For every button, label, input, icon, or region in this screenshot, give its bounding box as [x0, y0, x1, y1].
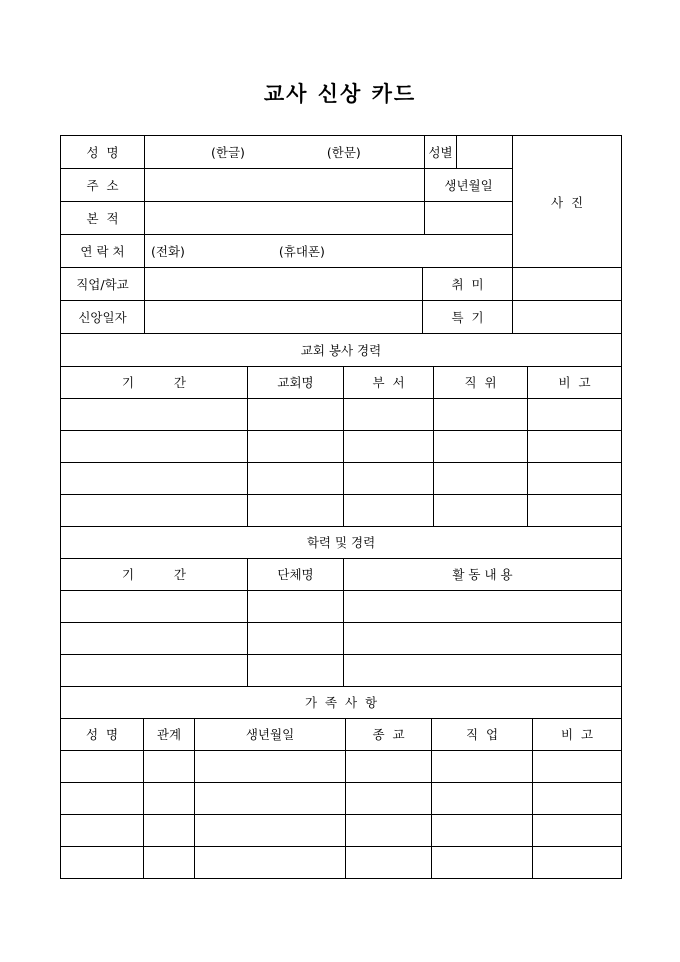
- table-row: [61, 398, 622, 430]
- table-row: [61, 462, 622, 494]
- photo-box[interactable]: 사 진: [513, 136, 622, 268]
- table-row: [61, 846, 622, 878]
- input-cell[interactable]: [346, 814, 432, 846]
- table-row: [61, 750, 622, 782]
- input-cell[interactable]: [344, 654, 622, 686]
- input-cell[interactable]: [533, 814, 622, 846]
- input-cell[interactable]: [344, 622, 622, 654]
- personal-info-table: [60, 135, 622, 334]
- faith-date-field[interactable]: [145, 301, 423, 334]
- input-cell[interactable]: [528, 494, 622, 526]
- phone-label: (전화): [151, 244, 185, 259]
- origin-field[interactable]: [145, 202, 425, 235]
- contact-field[interactable]: [145, 235, 513, 268]
- address-label: 주 소: [61, 169, 145, 202]
- input-cell[interactable]: [61, 462, 248, 494]
- input-cell[interactable]: [533, 782, 622, 814]
- hobby-field[interactable]: [513, 268, 622, 301]
- table-row: [61, 654, 622, 686]
- input-cell[interactable]: [144, 750, 195, 782]
- birth-label: 생년월일: [425, 169, 513, 202]
- input-cell[interactable]: [432, 846, 533, 878]
- family-header: 성 명: [61, 718, 144, 750]
- input-cell[interactable]: [248, 398, 344, 430]
- input-cell[interactable]: [344, 494, 434, 526]
- family-header: 비 고: [533, 718, 622, 750]
- input-cell[interactable]: [61, 814, 144, 846]
- birth-field[interactable]: [425, 202, 513, 235]
- education-table: [60, 526, 622, 687]
- education-header: 활 동 내 용: [344, 558, 622, 590]
- input-cell[interactable]: [528, 430, 622, 462]
- name-label: 성 명: [61, 136, 145, 169]
- input-cell[interactable]: [528, 462, 622, 494]
- input-cell[interactable]: [533, 750, 622, 782]
- table-row: [61, 430, 622, 462]
- input-cell[interactable]: [248, 622, 344, 654]
- input-cell[interactable]: [528, 398, 622, 430]
- mobile-label: (휴대폰): [278, 244, 325, 259]
- table-row: [61, 622, 622, 654]
- input-cell[interactable]: [434, 462, 528, 494]
- input-cell[interactable]: [195, 782, 346, 814]
- input-cell[interactable]: [344, 462, 434, 494]
- input-cell[interactable]: [533, 846, 622, 878]
- input-cell[interactable]: [432, 750, 533, 782]
- input-cell[interactable]: [434, 494, 528, 526]
- input-cell[interactable]: [61, 782, 144, 814]
- service-header: 기 간: [61, 366, 248, 398]
- input-cell[interactable]: [61, 590, 248, 622]
- input-cell[interactable]: [61, 846, 144, 878]
- input-cell[interactable]: [144, 814, 195, 846]
- job-label: 직업/학교: [61, 268, 145, 301]
- education-header: 단체명: [248, 558, 344, 590]
- input-cell[interactable]: [61, 398, 248, 430]
- hobby-label: 취 미: [423, 268, 513, 301]
- family-header: 생년월일: [195, 718, 346, 750]
- input-cell[interactable]: [144, 846, 195, 878]
- service-heading: 교회 봉사 경력: [61, 334, 622, 366]
- hanja-label: (한문): [326, 145, 361, 160]
- input-cell[interactable]: [61, 750, 144, 782]
- input-cell[interactable]: [434, 430, 528, 462]
- service-header: 부 서: [344, 366, 434, 398]
- specialty-field[interactable]: [513, 301, 622, 334]
- input-cell[interactable]: [61, 654, 248, 686]
- table-row: [61, 782, 622, 814]
- input-cell[interactable]: [61, 622, 248, 654]
- input-cell[interactable]: [195, 750, 346, 782]
- input-cell[interactable]: [248, 430, 344, 462]
- gender-field[interactable]: [457, 136, 513, 169]
- address-field[interactable]: [145, 169, 425, 202]
- table-row: [61, 494, 622, 526]
- family-heading: 가 족 사 항: [61, 686, 622, 718]
- page-title: 교사 신상 카드: [263, 81, 417, 106]
- input-cell[interactable]: [248, 494, 344, 526]
- service-table: [60, 334, 622, 527]
- input-cell[interactable]: [248, 654, 344, 686]
- hangul-label: (한글): [211, 145, 245, 160]
- input-cell[interactable]: [346, 846, 432, 878]
- faith-date-label: 신앙일자: [61, 301, 145, 334]
- education-header: 기 간: [61, 558, 248, 590]
- family-header: 직 업: [432, 718, 533, 750]
- family-table: [60, 686, 622, 879]
- gender-label: 성별: [425, 136, 457, 169]
- input-cell[interactable]: [346, 782, 432, 814]
- input-cell[interactable]: [346, 750, 432, 782]
- input-cell[interactable]: [61, 430, 248, 462]
- table-row: [61, 814, 622, 846]
- input-cell[interactable]: [344, 398, 434, 430]
- contact-label: 연 락 처: [61, 235, 145, 268]
- input-cell[interactable]: [144, 782, 195, 814]
- input-cell[interactable]: [434, 398, 528, 430]
- input-cell[interactable]: [248, 462, 344, 494]
- family-header: 관계: [144, 718, 195, 750]
- family-header: 종 교: [346, 718, 432, 750]
- input-cell[interactable]: [432, 814, 533, 846]
- input-cell[interactable]: [195, 814, 346, 846]
- input-cell[interactable]: [344, 590, 622, 622]
- input-cell[interactable]: [195, 846, 346, 878]
- education-heading: 학력 및 경력: [61, 526, 622, 558]
- input-cell[interactable]: [248, 590, 344, 622]
- origin-label: 본 적: [61, 202, 145, 235]
- input-cell[interactable]: [344, 430, 434, 462]
- job-field[interactable]: [145, 268, 423, 301]
- service-header: 비 고: [528, 366, 622, 398]
- service-header: 교회명: [248, 366, 344, 398]
- specialty-label: 특 기: [423, 301, 513, 334]
- input-cell[interactable]: [61, 494, 248, 526]
- service-header: 직 위: [434, 366, 528, 398]
- name-field[interactable]: [145, 136, 425, 169]
- input-cell[interactable]: [432, 782, 533, 814]
- table-row: [61, 590, 622, 622]
